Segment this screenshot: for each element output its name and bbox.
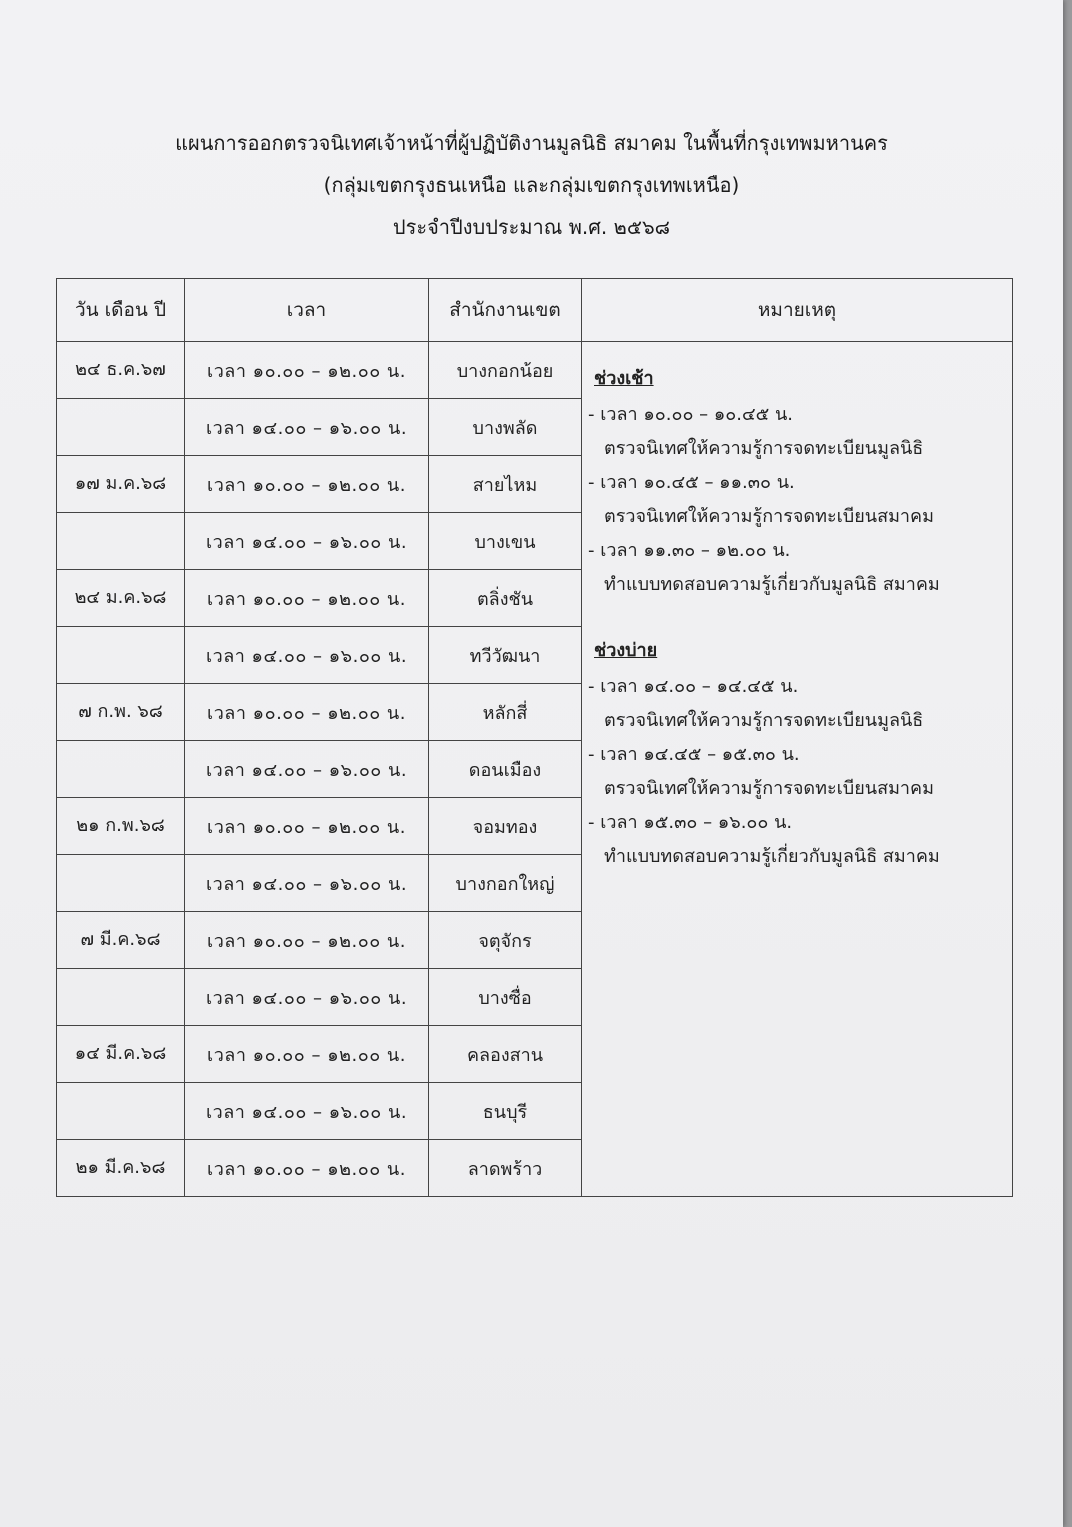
cell-date [57, 855, 185, 912]
note-time: - เวลา ๑๔.๐๐ – ๑๔.๔๕ น. [588, 676, 799, 697]
cell-time: เวลา ๑๔.๐๐ – ๑๖.๐๐ น. [185, 969, 429, 1026]
cell-time: เวลา ๑๔.๐๐ – ๑๖.๐๐ น. [185, 1083, 429, 1140]
cell-time: เวลา ๑๐.๐๐ – ๑๒.๐๐ น. [185, 342, 429, 399]
note-description: ทำแบบทดสอบความรู้เกี่ยวกับมูลนิธิ สมาคม [604, 846, 940, 867]
cell-office: ทวีวัฒนา [429, 627, 582, 684]
note-description: ตรวจนิเทศให้ความรู้การจดทะเบียนสมาคม [604, 778, 934, 799]
note-time: - เวลา ๑๐.๐๐ – ๑๐.๔๕ น. [588, 404, 794, 425]
cell-time: เวลา ๑๔.๐๐ – ๑๖.๐๐ น. [185, 399, 429, 456]
cell-office: บางกอกใหญ่ [429, 855, 582, 912]
cell-date [57, 741, 185, 798]
cell-office: จตุจักร [429, 912, 582, 969]
cell-office: บางซื่อ [429, 969, 582, 1026]
cell-date [57, 513, 185, 570]
cell-office: ธนบุรี [429, 1083, 582, 1140]
cell-notes [582, 342, 1013, 1197]
cell-office: บางเขน [429, 513, 582, 570]
cell-office: จอมทอง [429, 798, 582, 855]
cell-date: ๗ มี.ค.๖๘ [57, 912, 185, 969]
cell-time: เวลา ๑๐.๐๐ – ๑๒.๐๐ น. [185, 684, 429, 741]
cell-office: บางพลัด [429, 399, 582, 456]
table-row [57, 342, 1013, 399]
cell-date [57, 969, 185, 1026]
note-time: - เวลา ๑๔.๔๕ – ๑๕.๓๐ น. [588, 744, 800, 765]
cell-time: เวลา ๑๔.๐๐ – ๑๖.๐๐ น. [185, 855, 429, 912]
schedule-table [56, 278, 1013, 1197]
cell-time: เวลา ๑๐.๐๐ – ๑๒.๐๐ น. [185, 912, 429, 969]
cell-date [57, 1083, 185, 1140]
note-heading-afternoon: ช่วงบ่าย [594, 640, 658, 661]
title-line-2: (กลุ่มเขตกรุงธนเหนือ และกลุ่มเขตกรุงเทพเหนือ) [323, 173, 740, 197]
cell-time: เวลา ๑๔.๐๐ – ๑๖.๐๐ น. [185, 627, 429, 684]
cell-office: ดอนเมือง [429, 741, 582, 798]
cell-date: ๗ ก.พ. ๖๘ [57, 684, 185, 741]
cell-time: เวลา ๑๐.๐๐ – ๑๒.๐๐ น. [185, 570, 429, 627]
cell-office: สายไหม [429, 456, 582, 513]
cell-date [57, 399, 185, 456]
cell-date: ๑๔ มี.ค.๖๘ [57, 1026, 185, 1083]
cell-office: ลาดพร้าว [429, 1140, 582, 1197]
schedule-body [57, 342, 1013, 1197]
note-description: ตรวจนิเทศให้ความรู้การจดทะเบียนสมาคม [604, 506, 934, 527]
cell-office: ตลิ่งชัน [429, 570, 582, 627]
cell-time: เวลา ๑๐.๐๐ – ๑๒.๐๐ น. [185, 798, 429, 855]
cell-date: ๒๔ ม.ค.๖๘ [57, 570, 185, 627]
note-time: - เวลา ๑๑.๓๐ – ๑๒.๐๐ น. [588, 540, 791, 561]
note-time: - เวลา ๑๐.๔๕ – ๑๑.๓๐ น. [588, 472, 795, 493]
cell-date: ๒๑ ก.พ.๖๘ [57, 798, 185, 855]
table-header-row [57, 279, 1013, 342]
title-line-1: แผนการออกตรวจนิเทศเจ้าหน้าที่ผู้ปฏิบัติงานมูลนิธิ สมาคม ในพื้นที่กรุงเทพมหานคร [175, 131, 888, 155]
cell-office: หลักสี่ [429, 684, 582, 741]
note-time: - เวลา ๑๕.๓๐ – ๑๖.๐๐ น. [588, 812, 793, 833]
header-time: เวลา [185, 279, 429, 342]
cell-time: เวลา ๑๔.๐๐ – ๑๖.๐๐ น. [185, 513, 429, 570]
header-date: วัน เดือน ปี [57, 279, 185, 342]
cell-time: เวลา ๑๐.๐๐ – ๑๒.๐๐ น. [185, 1026, 429, 1083]
cell-date: ๑๗ ม.ค.๖๘ [57, 456, 185, 513]
note-description: ทำแบบทดสอบความรู้เกี่ยวกับมูลนิธิ สมาคม [604, 574, 940, 595]
header-note: หมายเหตุ [582, 279, 1013, 342]
cell-time: เวลา ๑๔.๐๐ – ๑๖.๐๐ น. [185, 741, 429, 798]
cell-date: ๒๑ มี.ค.๖๘ [57, 1140, 185, 1197]
cell-time: เวลา ๑๐.๐๐ – ๑๒.๐๐ น. [185, 456, 429, 513]
note-heading-morning: ช่วงเช้า [594, 368, 654, 389]
document-title [0, 122, 1063, 248]
note-description: ตรวจนิเทศให้ความรู้การจดทะเบียนมูลนิธิ [604, 710, 924, 731]
cell-date: ๒๔ ธ.ค.๖๗ [57, 342, 185, 399]
title-line-3: ประจำปีงบประมาณ พ.ศ. ๒๕๖๘ [392, 215, 671, 239]
cell-time: เวลา ๑๐.๐๐ – ๑๒.๐๐ น. [185, 1140, 429, 1197]
note-spacer [588, 602, 1012, 634]
header-office: สำนักงานเขต [429, 279, 582, 342]
note-description: ตรวจนิเทศให้ความรู้การจดทะเบียนมูลนิธิ [604, 438, 924, 459]
cell-office: คลองสาน [429, 1026, 582, 1083]
cell-office: บางกอกน้อย [429, 342, 582, 399]
cell-date [57, 627, 185, 684]
